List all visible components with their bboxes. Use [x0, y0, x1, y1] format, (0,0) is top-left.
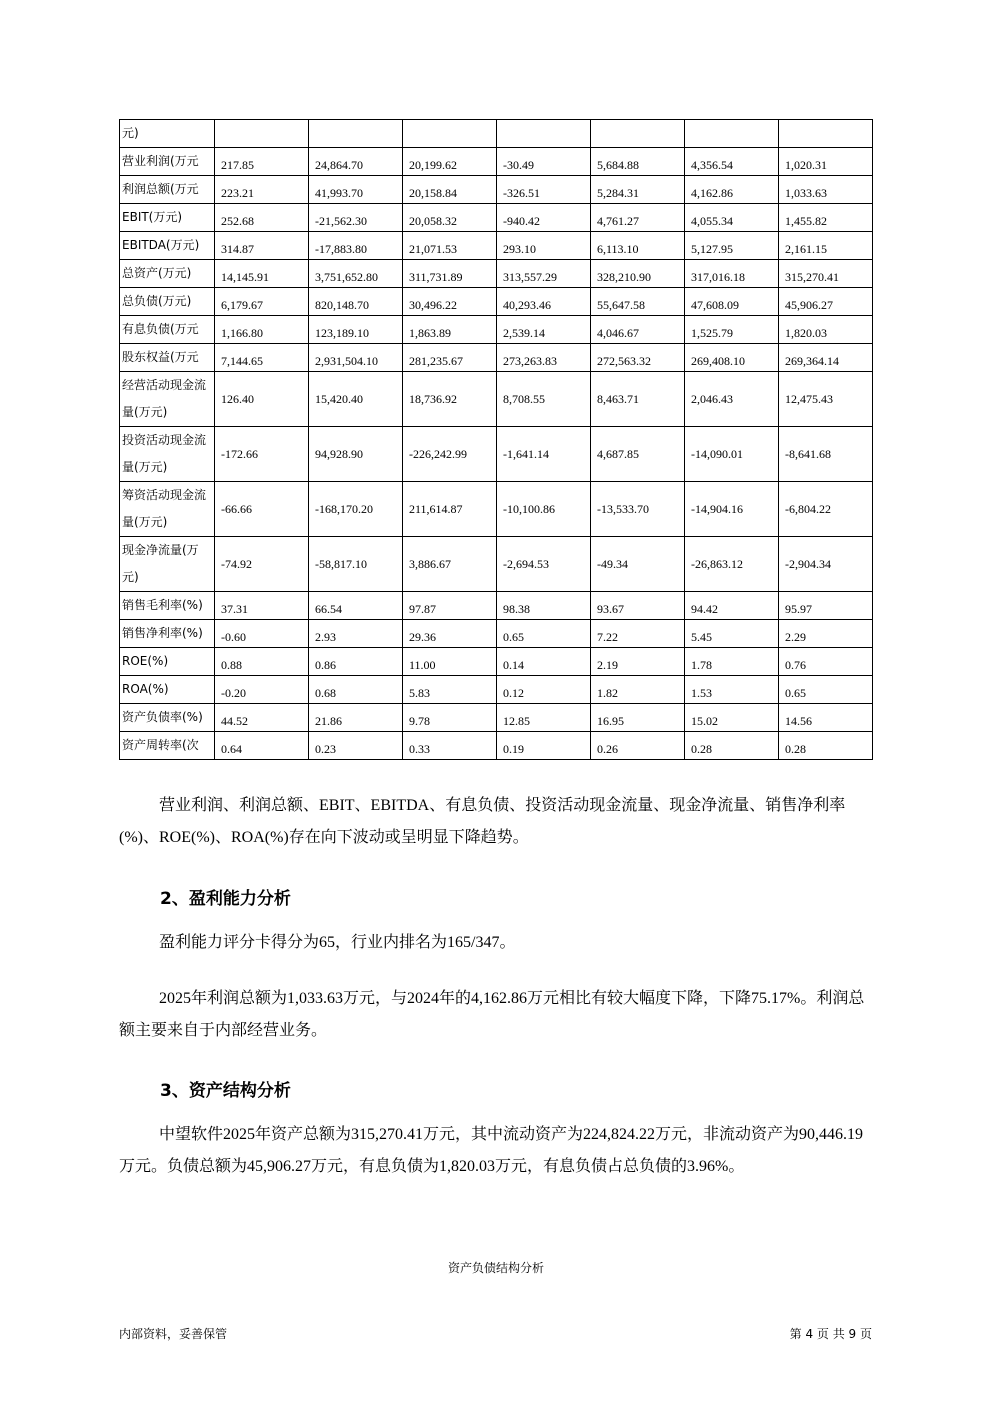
trend-paragraph: 营业利润、利润总额、EBIT、EBITDA、有息负债、投资活动现金流量、现金净流量、销售净利率(%)、ROE(%)、ROA(%)存在向下波动或呈明显下降趋势。	[119, 797, 846, 846]
table-cell: 97.87	[403, 592, 497, 620]
row-label: EBIT(万元)	[120, 204, 215, 232]
table-cell: 93.67	[591, 592, 685, 620]
table-cell: -74.92	[215, 537, 309, 592]
table-row	[120, 704, 873, 732]
table-cell: 15,420.40	[309, 372, 403, 427]
table-cell: 2.29	[779, 620, 873, 648]
table-cell: 3,751,652.80	[309, 260, 403, 288]
table-cell: 24,864.70	[309, 148, 403, 176]
table-cell: 5,284.31	[591, 176, 685, 204]
row-label: 销售净利率(%)	[120, 620, 215, 648]
table-cell: -14,904.16	[685, 482, 779, 537]
table-cell: -1,641.14	[497, 427, 591, 482]
table-cell: 252.68	[215, 204, 309, 232]
table-cell: -2,694.53	[497, 537, 591, 592]
table-cell: 315,270.41	[779, 260, 873, 288]
row-label: 营业利润(万元	[120, 148, 215, 176]
table-cell	[215, 120, 309, 148]
table-cell: 2.19	[591, 648, 685, 676]
table-row	[120, 344, 873, 372]
table-cell: 223.21	[215, 176, 309, 204]
table-cell: 269,408.10	[685, 344, 779, 372]
table-cell	[685, 120, 779, 148]
table-cell: -14,090.01	[685, 427, 779, 482]
table-cell: 8,463.71	[591, 372, 685, 427]
table-cell: -30.49	[497, 148, 591, 176]
table-cell: 15.02	[685, 704, 779, 732]
table-cell: 11.00	[403, 648, 497, 676]
table-cell: 2,539.14	[497, 316, 591, 344]
table-cell: 1.78	[685, 648, 779, 676]
table-cell: 317,016.18	[685, 260, 779, 288]
table-cell: 0.14	[497, 648, 591, 676]
row-label: 经营活动现金流量(万元)	[120, 372, 215, 427]
table-cell: 123,189.10	[309, 316, 403, 344]
table-cell: 1.53	[685, 676, 779, 704]
table-cell: 293.10	[497, 232, 591, 260]
table-row	[120, 592, 873, 620]
table-cell	[779, 120, 873, 148]
table-cell: 0.19	[497, 732, 591, 760]
table-cell: -49.34	[591, 537, 685, 592]
table-cell: 5.45	[685, 620, 779, 648]
table-cell: 0.76	[779, 648, 873, 676]
table-row	[120, 176, 873, 204]
table-cell: 29.36	[403, 620, 497, 648]
table-row	[120, 316, 873, 344]
table-cell: 47,608.09	[685, 288, 779, 316]
table-cell: 2,931,504.10	[309, 344, 403, 372]
table-cell: 0.68	[309, 676, 403, 704]
table-cell: 1,020.31	[779, 148, 873, 176]
table-row	[120, 148, 873, 176]
row-label: 有息负债(万元	[120, 316, 215, 344]
table-cell: 4,687.85	[591, 427, 685, 482]
table-cell: 4,162.86	[685, 176, 779, 204]
table-cell	[591, 120, 685, 148]
table-cell: -172.66	[215, 427, 309, 482]
table-cell: 94,928.90	[309, 427, 403, 482]
table-cell: 37.31	[215, 592, 309, 620]
table-cell: -17,883.80	[309, 232, 403, 260]
table-cell: 211,614.87	[403, 482, 497, 537]
table-cell: 2,046.43	[685, 372, 779, 427]
table-cell: -13,533.70	[591, 482, 685, 537]
row-label: ROA(%)	[120, 676, 215, 704]
table-cell: -226,242.99	[403, 427, 497, 482]
table-cell: 18,736.92	[403, 372, 497, 427]
table-cell: 66.54	[309, 592, 403, 620]
table-cell: 55,647.58	[591, 288, 685, 316]
table-cell: 1,455.82	[779, 204, 873, 232]
table-cell: 94.42	[685, 592, 779, 620]
table-cell: 328,210.90	[591, 260, 685, 288]
table-cell: 1,166.80	[215, 316, 309, 344]
table-row	[120, 482, 873, 537]
table-row	[120, 676, 873, 704]
table-cell: 6,179.67	[215, 288, 309, 316]
table-row	[120, 732, 873, 760]
table-row	[120, 427, 873, 482]
row-label: 股东权益(万元	[120, 344, 215, 372]
table-cell: 1,525.79	[685, 316, 779, 344]
financial-table-body	[120, 120, 873, 760]
table-cell: -6,804.22	[779, 482, 873, 537]
table-cell	[497, 120, 591, 148]
table-cell: 9.78	[403, 704, 497, 732]
table-cell: 4,055.34	[685, 204, 779, 232]
section-2-title: 2、盈利能力分析	[160, 889, 291, 909]
table-row	[120, 620, 873, 648]
sec3-paragraph-1: 中望软件2025年资产总额为315,270.41万元，其中流动资产为224,824.22万元，非流动资产为90,446.19万元。负债总额为45,906.27万元，有息负债为1,820.03万元，有息负债占总负债的3.96%。	[119, 1126, 864, 1175]
footer-confidential: 内部资料，妥善保管	[119, 1327, 228, 1341]
table-cell: 0.28	[779, 732, 873, 760]
table-row	[120, 260, 873, 288]
table-row	[120, 204, 873, 232]
row-label: ROE(%)	[120, 648, 215, 676]
table-cell: 98.38	[497, 592, 591, 620]
row-label: EBITDA(万元)	[120, 232, 215, 260]
table-cell: -58,817.10	[309, 537, 403, 592]
table-cell: 95.97	[779, 592, 873, 620]
table-cell: 4,356.54	[685, 148, 779, 176]
table-cell: 0.23	[309, 732, 403, 760]
table-cell: 0.33	[403, 732, 497, 760]
row-label: 筹资活动现金流量(万元)	[120, 482, 215, 537]
sec2-paragraph-1: 盈利能力评分卡得分为65，行业内排名为165/347。	[159, 934, 516, 951]
table-cell: 281,235.67	[403, 344, 497, 372]
table-cell: -26,863.12	[685, 537, 779, 592]
row-label: 销售毛利率(%)	[120, 592, 215, 620]
table-cell: 4,761.27	[591, 204, 685, 232]
table-cell: 0.12	[497, 676, 591, 704]
table-cell: 1,820.03	[779, 316, 873, 344]
table-cell: 0.88	[215, 648, 309, 676]
table-cell: 12.85	[497, 704, 591, 732]
table-cell: 20,199.62	[403, 148, 497, 176]
table-cell: 4,046.67	[591, 316, 685, 344]
table-cell: 20,058.32	[403, 204, 497, 232]
table-cell: 45,906.27	[779, 288, 873, 316]
table-cell: 16.95	[591, 704, 685, 732]
table-cell: -21,562.30	[309, 204, 403, 232]
table-cell: 217.85	[215, 148, 309, 176]
table-cell: 20,158.84	[403, 176, 497, 204]
table-cell: 7.22	[591, 620, 685, 648]
row-label: 资产负债率(%)	[120, 704, 215, 732]
table-cell: 1,033.63	[779, 176, 873, 204]
row-label: 利润总额(万元	[120, 176, 215, 204]
row-label: 元)	[120, 120, 215, 148]
table-cell: 12,475.43	[779, 372, 873, 427]
table-cell: 820,148.70	[309, 288, 403, 316]
table-cell: 44.52	[215, 704, 309, 732]
table-cell: 2,161.15	[779, 232, 873, 260]
table-cell: 126.40	[215, 372, 309, 427]
row-label: 现金净流量(万元)	[120, 537, 215, 592]
row-label: 总资产(万元)	[120, 260, 215, 288]
table-cell: 5,684.88	[591, 148, 685, 176]
table-cell: 272,563.32	[591, 344, 685, 372]
table-row	[120, 288, 873, 316]
table-cell: 0.86	[309, 648, 403, 676]
table-row	[120, 537, 873, 592]
table-cell: 1,863.89	[403, 316, 497, 344]
table-cell	[309, 120, 403, 148]
table-cell: 1.82	[591, 676, 685, 704]
table-cell: 0.26	[591, 732, 685, 760]
table-cell: 5,127.95	[685, 232, 779, 260]
table-cell: 21.86	[309, 704, 403, 732]
table-cell: 0.65	[497, 620, 591, 648]
table-cell: 273,263.83	[497, 344, 591, 372]
table-cell: -0.20	[215, 676, 309, 704]
section-3-title: 3、资产结构分析	[160, 1081, 291, 1101]
table-cell: -0.60	[215, 620, 309, 648]
table-cell: -2,904.34	[779, 537, 873, 592]
row-label: 投资活动现金流量(万元)	[120, 427, 215, 482]
table-cell: 311,731.89	[403, 260, 497, 288]
table-cell: 5.83	[403, 676, 497, 704]
financial-table	[119, 119, 873, 760]
table-cell: 0.65	[779, 676, 873, 704]
table-cell: 8,708.55	[497, 372, 591, 427]
table-cell: -168,170.20	[309, 482, 403, 537]
table-cell: -10,100.86	[497, 482, 591, 537]
table-cell: 0.64	[215, 732, 309, 760]
footer-page-number: 第 4 页 共 9 页	[789, 1327, 872, 1341]
row-label: 资产周转率(次	[120, 732, 215, 760]
table-cell: 14,145.91	[215, 260, 309, 288]
table-cell	[403, 120, 497, 148]
table-cell: 6,113.10	[591, 232, 685, 260]
table-row	[120, 372, 873, 427]
table-cell: 7,144.65	[215, 344, 309, 372]
table-cell: -940.42	[497, 204, 591, 232]
table-cell: 2.93	[309, 620, 403, 648]
table-row	[120, 648, 873, 676]
table-row	[120, 232, 873, 260]
table-cell: 313,557.29	[497, 260, 591, 288]
chart-caption: 资产负债结构分析	[447, 1261, 544, 1275]
table-cell: -326.51	[497, 176, 591, 204]
table-cell: 3,886.67	[403, 537, 497, 592]
table-cell: 314.87	[215, 232, 309, 260]
table-cell: 21,071.53	[403, 232, 497, 260]
sec2-paragraph-2: 2025年利润总额为1,033.63万元，与2024年的4,162.86万元相比有较大幅度下降，下降75.17%。利润总额主要来自于内部经营业务。	[119, 990, 865, 1039]
table-cell: -8,641.68	[779, 427, 873, 482]
table-cell: 40,293.46	[497, 288, 591, 316]
table-cell: 41,993.70	[309, 176, 403, 204]
table-cell: -66.66	[215, 482, 309, 537]
table-cell: 0.28	[685, 732, 779, 760]
row-label: 总负债(万元)	[120, 288, 215, 316]
table-row	[120, 120, 873, 148]
table-cell: 14.56	[779, 704, 873, 732]
table-cell: 269,364.14	[779, 344, 873, 372]
table-cell: 30,496.22	[403, 288, 497, 316]
